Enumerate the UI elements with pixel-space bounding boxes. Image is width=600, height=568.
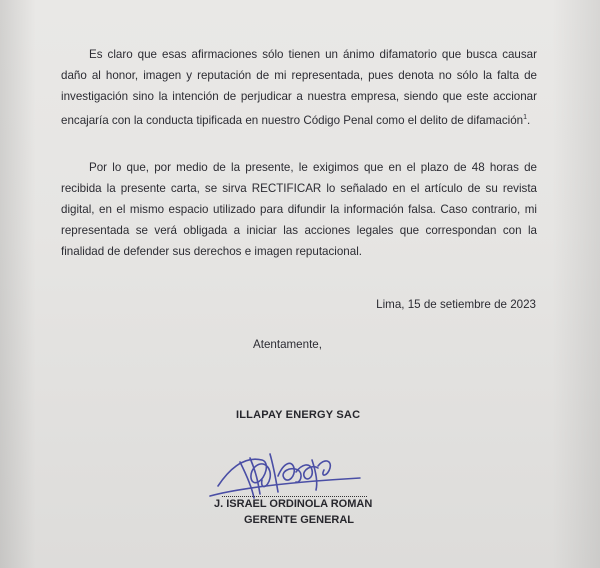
paragraph-defamation [61,44,537,131]
company-name: ILLAPAY ENERGY SAC [236,409,361,421]
footnote-marker: 1 [523,114,528,121]
paragraph-2-text: Por lo que, por medio de la presente, le exigimos que en el plazo de 48 horas de recibida la presente carta, se sirva RECTIFICAR lo señalado en el artículo de su revista digital, en el mismo espacio utilizado para difundir la información falsa. Caso contrario, mi representada se verá obligada a iniciar las acciones legales que correspondan con la finalidad de defender sus derechos e imagen reputacional. [61,161,537,258]
paragraph-1-end: . [527,113,531,127]
closing-salutation: Atentamente, [253,338,322,351]
signature-line [222,496,367,497]
signer-name: J. ISRAEL ORDINOLA ROMAN [214,498,373,510]
signer-title: GERENTE GENERAL [244,514,355,526]
letter-date: Lima, 15 de setiembre de 2023 [376,298,536,311]
paragraph-1-text: Es claro que esas afirmaciones sólo tienen un ánimo difamatorio que busca causar daño al honor, imagen y reputación de mi representada, pues denota no sólo la falta de investigación sino la intención de perjudicar a nuestra empresa, siendo que este accionar encajaría con la conducta tipificada en nuestro Código Penal como el delito de difamación [61,48,537,127]
paragraph-demand [61,157,537,262]
